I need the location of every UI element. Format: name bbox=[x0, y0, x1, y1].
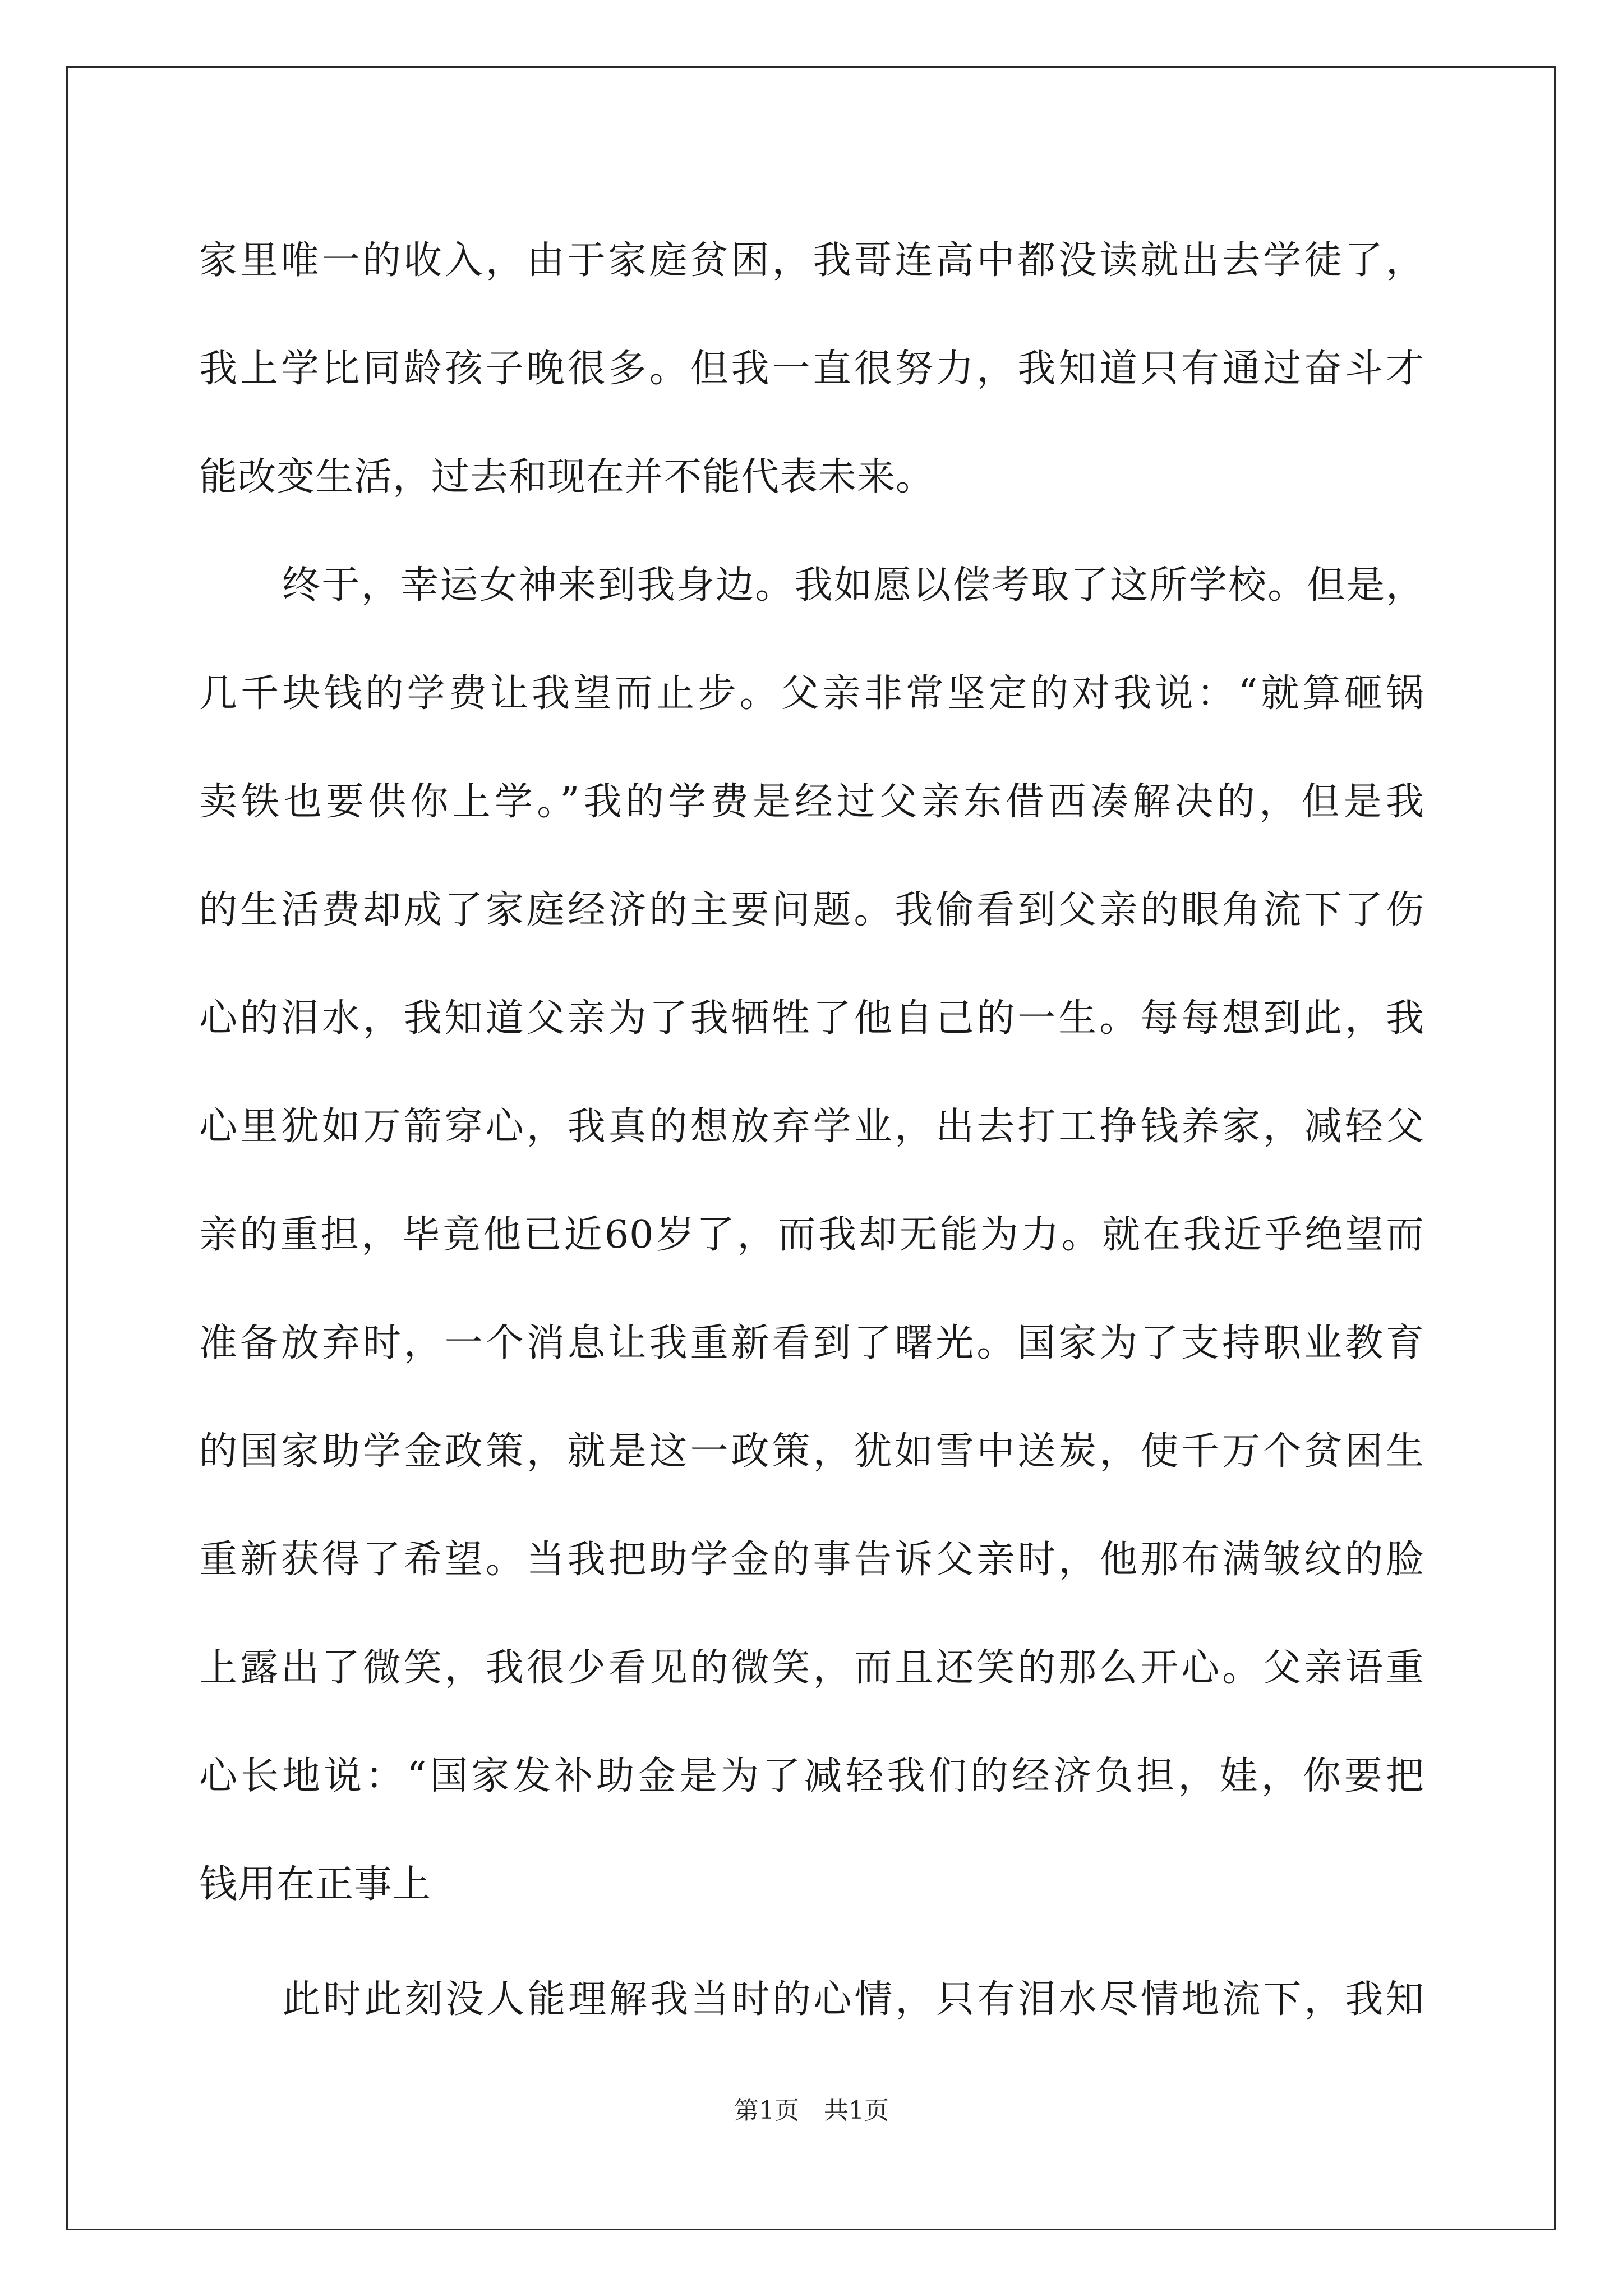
page-total: 共1页 bbox=[824, 2096, 889, 2125]
text-line: 上露出了微笑，我很少看见的微笑，而且还笑的那么开心。父亲语重 bbox=[199, 1646, 1424, 1690]
text-line: 我上学比同龄孩子晚很多。但我一直很努力，我知道只有通过奋斗才 bbox=[199, 347, 1424, 391]
text-line: 准备放弃时，一个消息让我重新看到了曙光。国家为了支持职业教育 bbox=[199, 1321, 1424, 1365]
text-line: 几千块钱的学费让我望而止步。父亲非常坚定的对我说：“就算砸锅 bbox=[199, 671, 1424, 716]
text-line: 终于，幸运女神来到我身边。我如愿以偿考取了这所学校。但是， bbox=[282, 563, 1424, 608]
text-line: 的生活费却成了家庭经济的主要问题。我偷看到父亲的眼角流下了伤 bbox=[199, 888, 1424, 932]
text-line: 能改变生活，过去和现在并不能代表未来。 bbox=[199, 455, 935, 499]
page-footer bbox=[0, 2090, 1623, 2126]
text-line: 家里唯一的收入，由于家庭贫困，我哥连高中都没读就出去学徒了， bbox=[199, 238, 1424, 283]
text-line: 心的泪水，我知道父亲为了我牺牲了他自己的一生。每每想到此，我 bbox=[199, 996, 1424, 1041]
document-body bbox=[199, 206, 1424, 2054]
text-line: 钱用在正事上 bbox=[199, 1862, 432, 1907]
text-line: 此时此刻没人能理解我当时的心情，只有泪水尽情地流下，我知 bbox=[282, 1977, 1424, 2022]
text-line: 重新获得了希望。当我把助学金的事告诉父亲时，他那布满皱纹的脸 bbox=[199, 1538, 1424, 1582]
text-line: 的国家助学金政策，就是这一政策，犹如雪中送炭，使千万个贫困生 bbox=[199, 1429, 1424, 1474]
text-line: 卖铁也要供你上学。”我的学费是经过父亲东借西凑解决的，但是我 bbox=[199, 780, 1424, 824]
text-line: 心长地说：“国家发补助金是为了减轻我们的经济负担，娃，你要把 bbox=[199, 1754, 1424, 1798]
text-line: 亲的重担，毕竟他已近60岁了，而我却无能为力。就在我近乎绝望而 bbox=[199, 1213, 1424, 1257]
text-line: 心里犹如万箭穿心，我真的想放弃学业，出去打工挣钱养家，减轻父 bbox=[199, 1105, 1424, 1149]
page-number: 第1页 bbox=[734, 2096, 799, 2125]
paragraph-gap bbox=[199, 1939, 1424, 1945]
